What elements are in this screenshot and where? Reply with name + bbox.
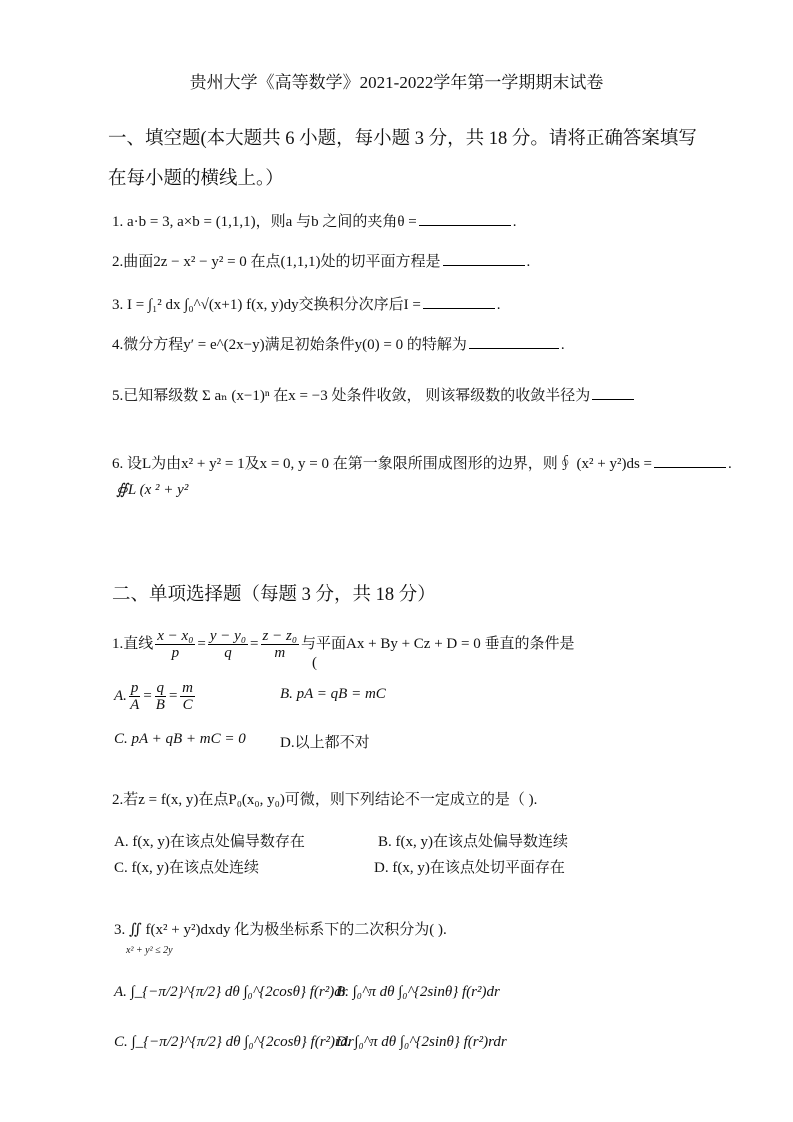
choice-question-3: 3. ∬ f(x² + y²)dxdy 化为极坐标系下的二次积分为( ).: [114, 922, 447, 938]
fraction: [129, 680, 141, 713]
question-end: .: [560, 337, 565, 353]
option-b[interactable]: B. f(x, y)在该点处偏导数连续: [378, 834, 568, 850]
fraction: [208, 628, 248, 661]
denominator: B: [155, 697, 165, 713]
option-a[interactable]: A. f(x, y)在该点处偏导数存在: [114, 834, 305, 850]
option-c[interactable]: C. pA + qB + mC = 0: [114, 731, 246, 747]
denominator: q: [224, 645, 232, 661]
question-suffix: 与平面Ax + By + Cz + D = 0 垂直的条件是: [301, 635, 575, 652]
numerator: q: [156, 680, 165, 696]
option-a[interactable]: A. ∫_{−π/2}^{π/2} dθ ∫₀^{2cosθ} f(r²)dr: [114, 984, 348, 1000]
answer-blank[interactable]: [419, 224, 511, 226]
numerator: y − y₀: [209, 628, 247, 644]
answer-blank[interactable]: [592, 398, 634, 400]
fraction: [155, 628, 195, 661]
fraction: [180, 680, 195, 713]
option-label: A.: [114, 687, 127, 704]
answer-paren: (: [312, 655, 317, 671]
fill-question-2: [112, 250, 530, 271]
fill-question-1: [112, 210, 516, 231]
option-c[interactable]: C. ∫_{−π/2}^{π/2} dθ ∫₀^{2cosθ} f(r²)rdr: [114, 1034, 354, 1050]
choice-question-1: 1.直线 $\frac{\text{x − x₀}}{p}$ = $\frac{\text{y − y₀}}{q}$ = $\frac{\text{z − z₀}}{m}$ 与平面Ax + By + Cz + D = 0 垂直的条件是: [112, 628, 575, 661]
question-end: .: [526, 254, 531, 270]
fill-question-5: [112, 384, 636, 405]
question-text: 4.微分方程y′ = e^(2x−y)满足初始条件y(0) = 0 的特解为: [112, 337, 467, 353]
question-end: .: [728, 456, 732, 472]
numerator: z − z₀: [262, 628, 298, 644]
denominator: p: [171, 645, 180, 661]
question-prefix: 1.直线: [112, 635, 154, 652]
section1-heading-cont: 在每小题的横线上。）: [108, 169, 284, 189]
option-d[interactable]: D.以上都不对: [280, 735, 370, 751]
option-a[interactable]: A. $\frac{p}{A}$ = $\frac{q}{B}$ = $\frac{m}{C}$: [114, 680, 194, 713]
question-end: .: [496, 297, 501, 313]
option-d[interactable]: D. ∫₀^π dθ ∫₀^{2sinθ} f(r²)rdr: [336, 1034, 507, 1050]
question-end: .: [512, 214, 517, 230]
answer-blank[interactable]: [443, 264, 525, 266]
question-text: 2.曲面2z − x² − y² = 0 在点(1,1,1)处的切平面方程是: [112, 254, 441, 270]
exam-title: 贵州大学《高等数学》2021-2022学年第一学期期末试卷: [189, 73, 604, 92]
question-text: 5.已知幂级数 Σ aₙ (x−1)ⁿ 在x = −3 处条件收敛， 则该幂级数的收敛半径为: [112, 388, 591, 404]
fraction: [261, 628, 300, 661]
option-c[interactable]: C. f(x, y)在该点处连续: [114, 860, 259, 876]
question-text: 3. I = ∫₁² dx ∫₀^√(x+1) f(x, y)dy交换积分次序后I =: [112, 297, 421, 313]
fill-question-3: [112, 293, 501, 314]
answer-blank[interactable]: [654, 466, 726, 468]
fill-question-6-line2: ∯L (x ² + y²: [116, 482, 189, 498]
fill-question-4: [112, 333, 565, 354]
numerator: m: [182, 680, 194, 696]
section1-heading: 一、填空题(本大题共 6 小题，每小题 3 分，共 18 分。请将正确答案填写: [108, 129, 697, 149]
choice-question-2: 2.若z = f(x, y)在点P₀(x₀, y₀)可微，则下列结论不一定成立的是（ ).: [112, 792, 538, 808]
question-text: 6. 设L为由x² + y² = 1及x = 0, y = 0 在第一象限所围成图形的边界，则∮ (x² + y²)ds =: [112, 456, 652, 472]
section2-heading: 二、单项选择题（每题 3 分，共 18 分）: [112, 585, 436, 605]
option-b[interactable]: B. ∫₀^π dθ ∫₀^{2sinθ} f(r²)dr: [336, 984, 500, 1000]
integration-domain: x² + y² ≤ 2y: [126, 945, 173, 956]
answer-blank[interactable]: [423, 307, 495, 309]
denominator: m: [274, 645, 286, 661]
fraction: [155, 680, 167, 713]
fill-question-6: [112, 452, 732, 473]
numerator: p: [130, 680, 139, 696]
answer-blank[interactable]: [469, 347, 559, 349]
option-b[interactable]: B. pA = qB = mC: [280, 686, 386, 702]
denominator: A: [130, 697, 140, 713]
numerator: x − x₀: [157, 628, 194, 644]
denominator: C: [182, 697, 193, 713]
option-d[interactable]: D. f(x, y)在该点处切平面存在: [374, 860, 565, 876]
question-text: 1. a·b = 3, a×b = (1,1,1)，则a 与b 之间的夹角θ =: [112, 214, 417, 230]
